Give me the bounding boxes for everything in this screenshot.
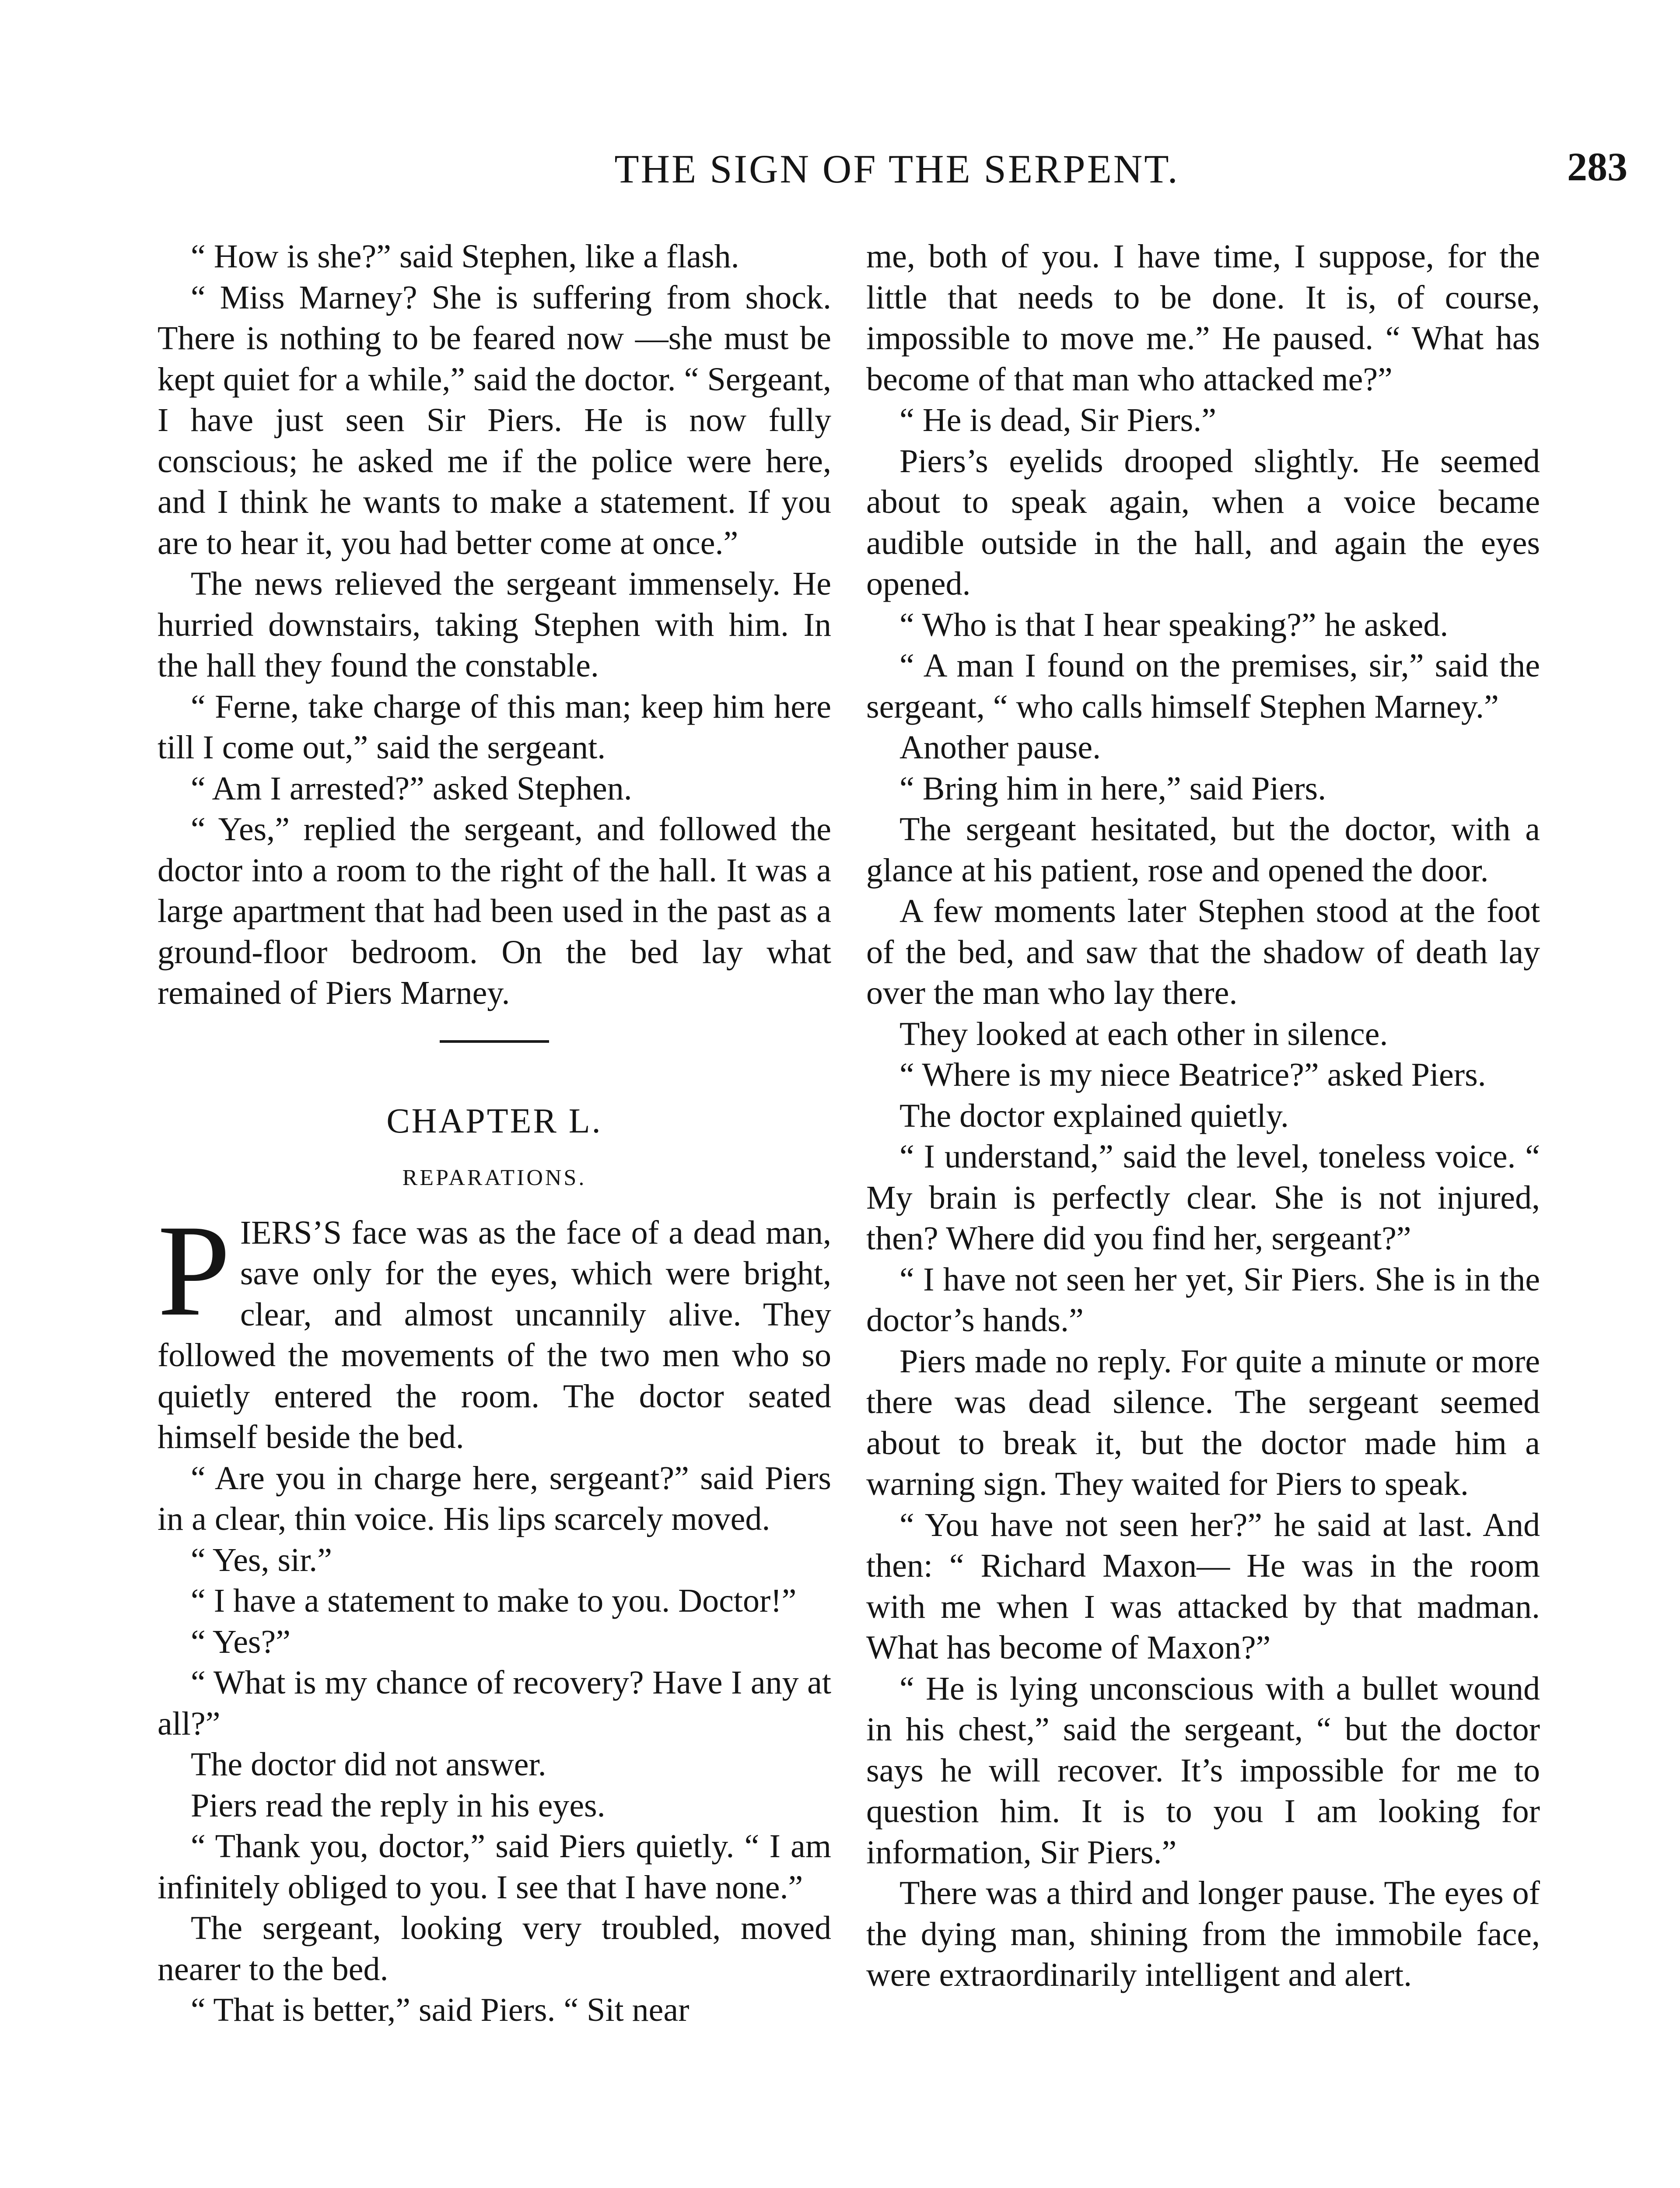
- paragraph: The sergeant, looking very troubled, moved nearer to the bed.: [158, 1910, 831, 1988]
- section-divider: [440, 1040, 549, 1043]
- paragraph: The doctor did not answer.: [191, 1746, 546, 1783]
- paragraph: “ What is my chance of recovery? Have I any at all?”: [158, 1664, 831, 1742]
- paragraph: “ Are you in charge here, sergeant?” said Piers in a clear, thin voice. His lips scarcely moved.: [158, 1459, 831, 1537]
- paragraph: They looked at each other in silence.: [900, 1015, 1388, 1052]
- chapter-title: CHAPTER L.: [386, 1101, 602, 1140]
- paragraph: Piers read the reply in his eyes.: [191, 1787, 606, 1824]
- paragraph: “ I have a statement to make to you. Doctor!”: [191, 1582, 797, 1619]
- right-column: [866, 236, 1540, 1996]
- running-title: THE SIGN OF THE SERPENT.: [614, 147, 1180, 191]
- paragraph: “ Where is my niece Beatrice?” asked Piers.: [900, 1056, 1486, 1093]
- paragraph: “ A man I found on the premises, sir,” said the sergeant, “ who calls himself Stephen Marney.”: [866, 647, 1540, 725]
- paragraph: “ How is she?” said Stephen, like a flash.: [191, 238, 739, 275]
- paragraph: “ He is dead, Sir Piers.”: [900, 402, 1216, 438]
- chapter-subtitle: REPARATIONS.: [402, 1165, 587, 1190]
- paragraph: Piers made no reply. For quite a minute or more there was dead silence. The sergeant seemed about to break it, but the doctor made him a warning sign. They waited for Piers to speak.: [866, 1343, 1540, 1502]
- opening-text: IERS’S face was as the face of a dead man, save only for the eyes, which were bright, clear, and almost uncannily alive. They followed the movements of the two men who so quietly entered the room. The doctor seated himself beside the bed.: [158, 1214, 831, 1455]
- paragraph: The doctor explained quietly.: [900, 1097, 1289, 1134]
- paragraph: Piers’s eyelids drooped slightly. He seemed about to speak again, when a voice became audible outside in the hall, and again the eyes opened.: [866, 442, 1540, 602]
- paragraph: “ Ferne, take charge of this man; keep him here till I come out,” said the sergeant.: [158, 688, 831, 766]
- paragraph: Another pause.: [900, 729, 1101, 766]
- paragraph: “ I have not seen her yet, Sir Piers. She is in the doctor’s hands.”: [866, 1261, 1540, 1339]
- paragraph: “ Yes?”: [191, 1623, 290, 1660]
- paragraph: “ Am I arrested?” asked Stephen.: [191, 770, 632, 807]
- paragraph: “ Yes,” replied the sergeant, and followed the doctor into a room to the right of the hall. It was a large apartment that had been used in the past as a ground-floor bedroom. On the bed lay what remained of Piers Marney.: [158, 811, 831, 1011]
- paragraph-continued: me, both of you. I have time, I suppose, for the little that needs to be done. It is, of course, impossible to move me.” He paused. “ What has become of that man who attacked me?”: [866, 238, 1540, 398]
- paragraph: “ Who is that I hear speaking?” he asked.: [900, 606, 1449, 643]
- paragraph: The news relieved the sergeant immensely. He hurried downstairs, taking Stephen with him. In the hall they found the constable.: [158, 565, 831, 684]
- paragraph: “ You have not seen her?” he said at last. And then: “ Richard Maxon— He was in the room with me when I was attacked by that madman. What has become of Maxon?”: [866, 1506, 1540, 1666]
- opening-paragraph: [158, 1197, 831, 1458]
- paragraph: “ Thank you, doctor,” said Piers quietly. “ I am infinitely obliged to you. I see that I have none.”: [158, 1828, 831, 1906]
- paragraph: There was a third and longer pause. The eyes of the dying man, shining from the immobile face, were extraordinarily intelligent and alert.: [866, 1875, 1540, 1993]
- paragraph: “ That is better,” said Piers. “ Sit near: [191, 1992, 690, 2028]
- drop-cap: P: [158, 1197, 231, 1343]
- paragraph: A few moments later Stephen stood at the foot of the bed, and saw that the shadow of death lay over the man who lay there.: [866, 893, 1540, 1011]
- paragraph: “ Miss Marney? She is suffering from shock. There is nothing to be feared now —she must be kept quiet for a while,” said the doctor. “ Sergeant, I have just seen Sir Piers. He is now fully conscious; he asked me if the police were here, and I think he wants to make a statement. If you are to hear it, you had better come at once.”: [158, 279, 831, 561]
- paragraph: “ He is lying unconscious with a bullet wound in his chest,” said the sergeant, “ but the doctor says he will recover. It’s impossible for me to question him. It is to you I am looking for information, Sir Piers.”: [866, 1670, 1540, 1871]
- left-column: [158, 236, 831, 2031]
- paragraph: “ I understand,” said the level, toneless voice. “ My brain is perfectly clear. She is not injured, then? Where did you find her, sergeant?”: [866, 1138, 1540, 1257]
- page-number: 283: [1567, 144, 1628, 189]
- paragraph: The sergeant hesitated, but the doctor, with a glance at his patient, rose and opened the door.: [866, 811, 1540, 889]
- paragraph: “ Bring him in here,” said Piers.: [900, 770, 1326, 807]
- paragraph: “ Yes, sir.”: [191, 1541, 332, 1578]
